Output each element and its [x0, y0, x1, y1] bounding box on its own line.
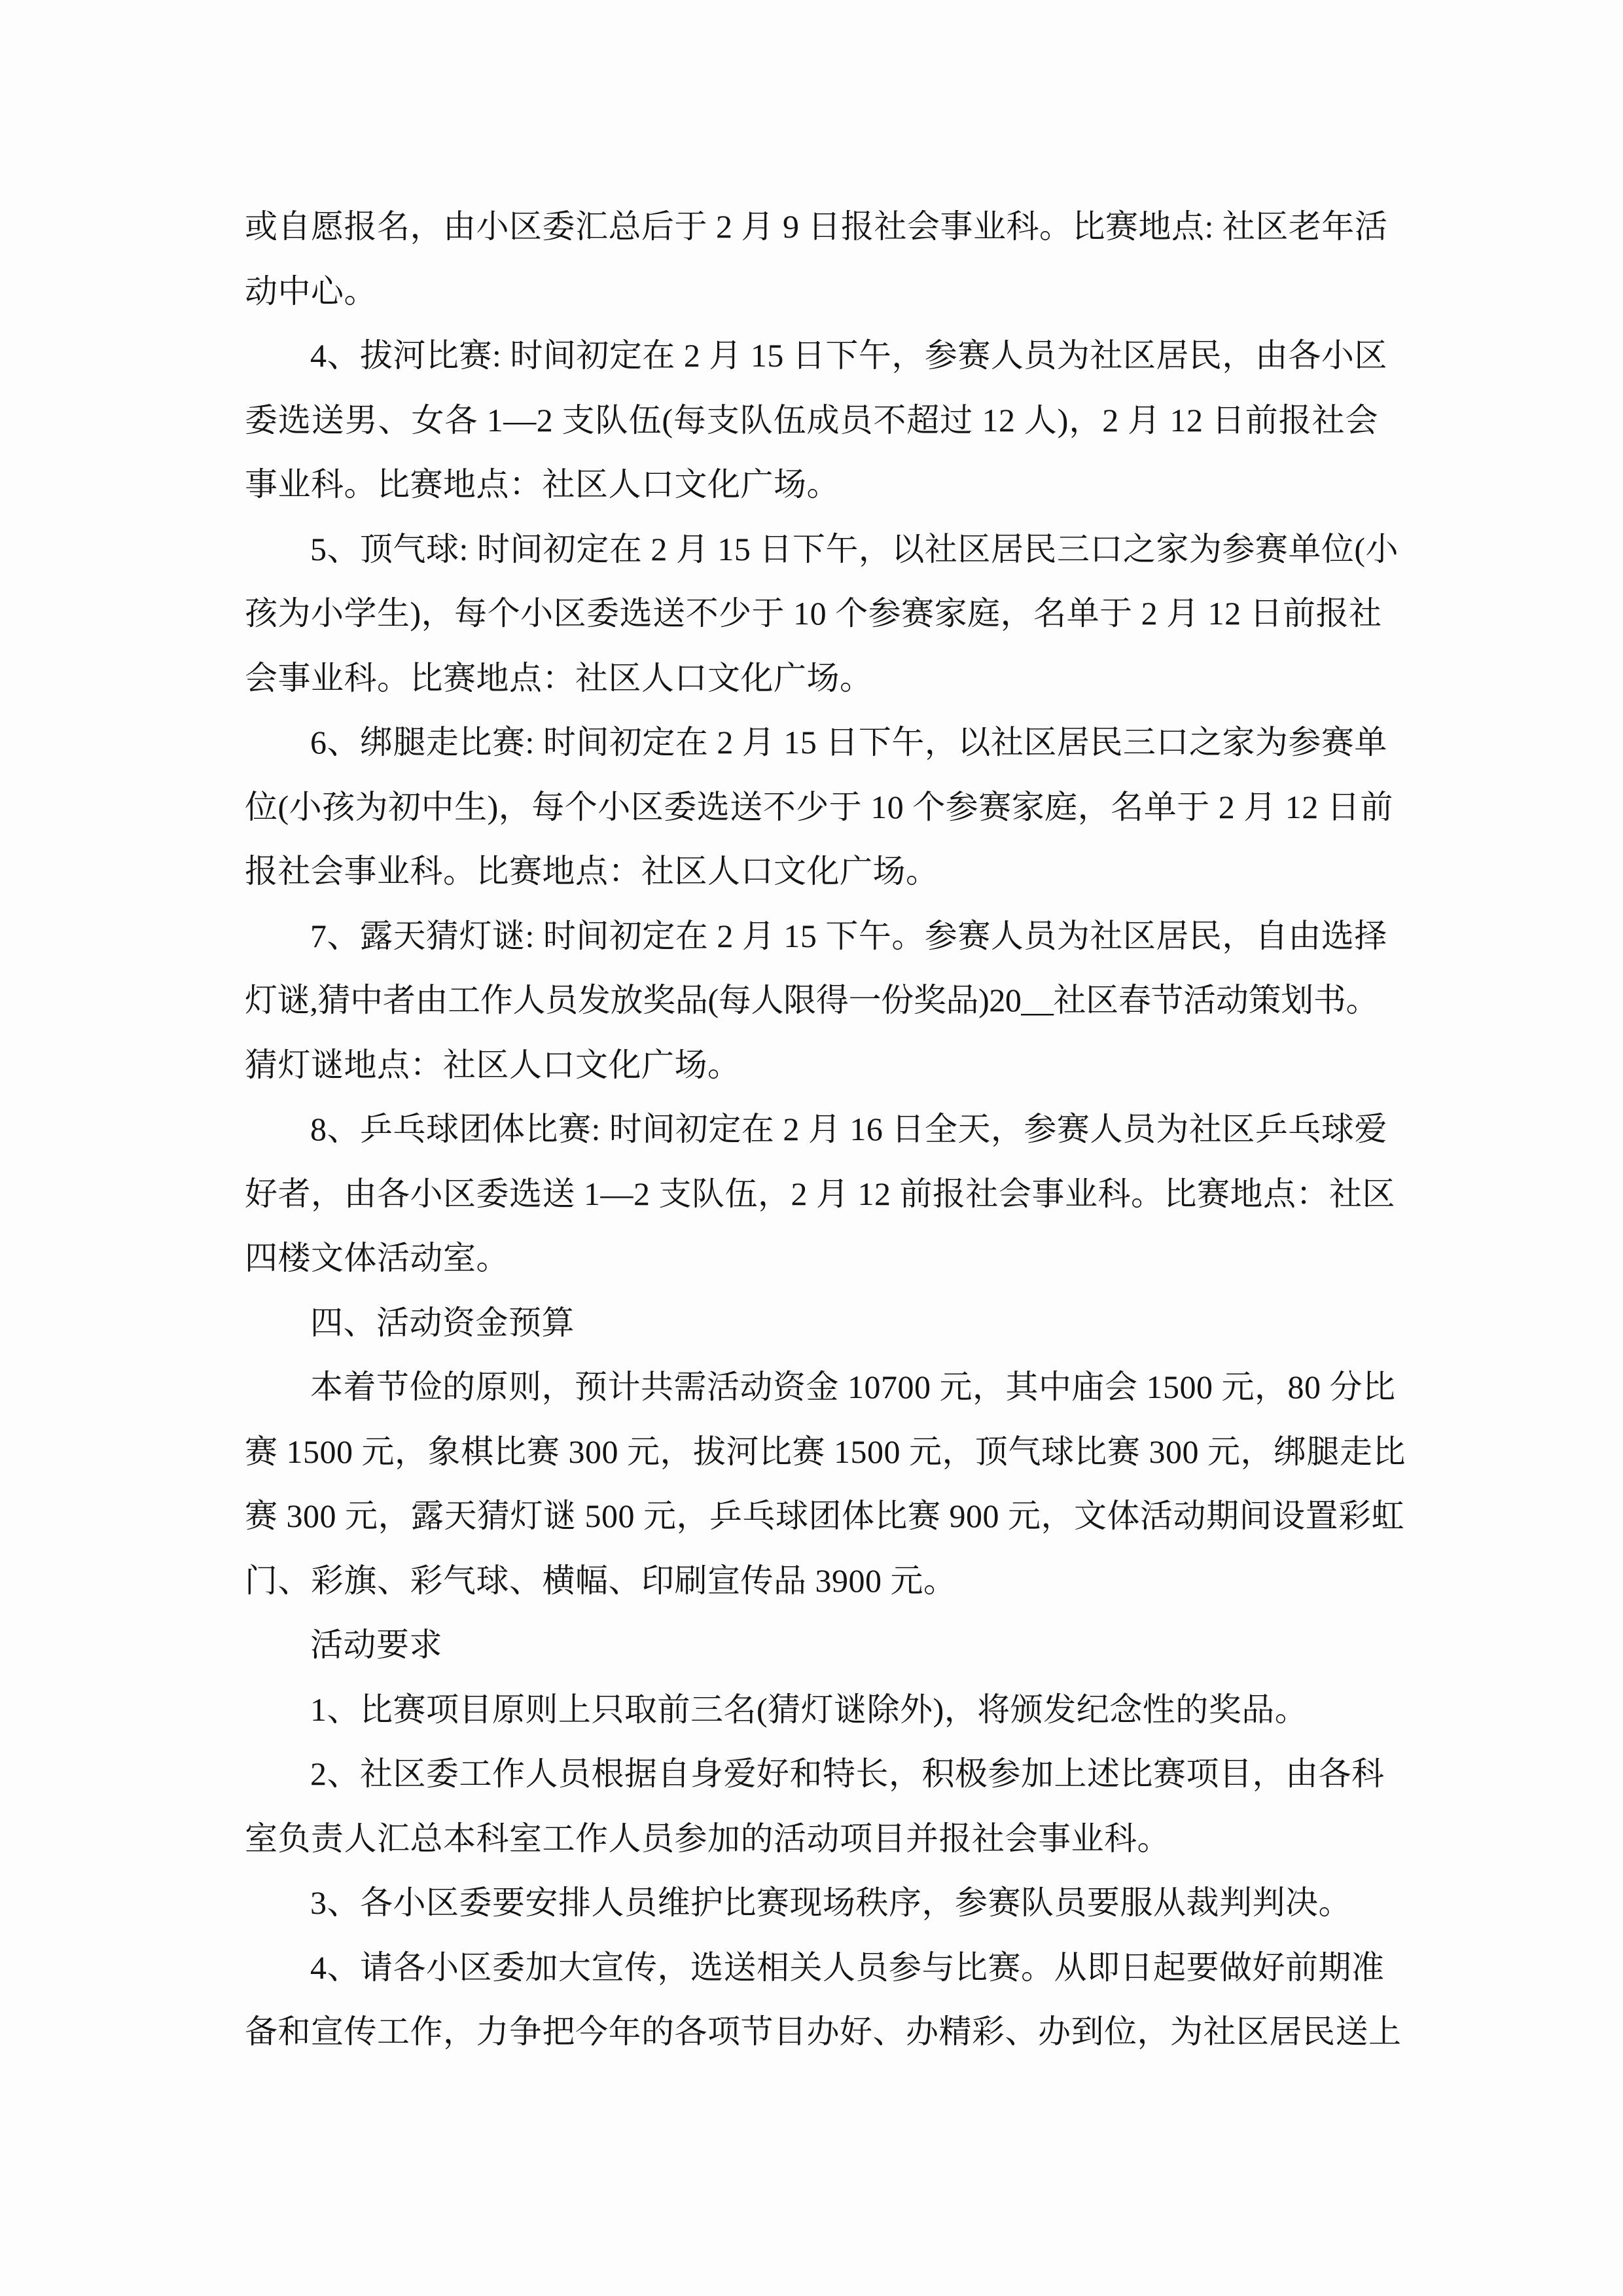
- text-line-15: 8、乒乓球团体比赛: 时间初定在 2 月 16 日全天，参赛人员为社区乒乓球爱: [310, 1111, 1387, 1147]
- text-line-11: 报社会事业科。比赛地点：社区人口文化广场。: [245, 853, 939, 889]
- text-line-18: 四、活动资金预算: [310, 1304, 575, 1341]
- text-line-21: 赛 300 元，露天猜灯谜 500 元，乒乓球团体比赛 900 元，文体活动期间设置彩虹: [245, 1498, 1404, 1534]
- text-line-3: 4、拔河比赛: 时间初定在 2 月 15 日下午，参赛人员为社区居民，由各小区: [310, 337, 1387, 374]
- text-line-27: 3、各小区委要安排人员维护比赛现场秩序，参赛队员要服从裁判判决。: [310, 1884, 1351, 1921]
- text-line-9: 6、绑腿走比赛: 时间初定在 2 月 15 日下午，以社区居民三口之家为参赛单: [310, 724, 1387, 761]
- text-line-23: 活动要求: [310, 1626, 442, 1663]
- text-line-10: 位(小孩为初中生)，每个小区委选送不少于 10 个参赛家庭，名单于 2 月 12 日前: [245, 788, 1393, 825]
- text-line-26: 室负责人汇总本科室工作人员参加的活动项目并报社会事业科。: [245, 1820, 1170, 1857]
- text-line-1: 或自愿报名，由小区委汇总后于 2 月 9 日报社会事业科。比赛地点: 社区老年活: [245, 208, 1388, 245]
- text-line-4: 委选送男、女各 1—2 支队伍(每支队伍成员不超过 12 人)，2 月 12 日前报社会: [245, 401, 1378, 439]
- text-line-22: 门、彩旗、彩气球、横幅、印刷宣传品 3900 元。: [245, 1562, 957, 1599]
- text-line-19: 本着节俭的原则，预计共需活动资金 10700 元，其中庙会 1500 元，80 分比: [310, 1369, 1396, 1405]
- text-line-29: 备和宣传工作，力争把今年的各项节目办好、办精彩、办到位，为社区居民送上: [245, 2013, 1402, 2050]
- text-line-14: 猜灯谜地点：社区人口文化广场。: [245, 1046, 741, 1083]
- text-line-8: 会事业科。比赛地点：社区人口文化广场。: [245, 659, 873, 696]
- text-line-7: 孩为小学生)，每个小区委选送不少于 10 个参赛家庭，名单于 2 月 12 日前报社: [245, 595, 1382, 632]
- text-line-20: 赛 1500 元，象棋比赛 300 元，拔河比赛 1500 元，顶气球比赛 300 元，绑腿走比: [245, 1433, 1406, 1470]
- document-body-text: [245, 194, 1406, 2064]
- text-line-25: 2、社区委工作人员根据自身爱好和特长，积极参加上述比赛项目，由各科: [310, 1755, 1385, 1792]
- text-line-17: 四楼文体活动室。: [245, 1240, 509, 1276]
- text-line-5: 事业科。比赛地点：社区人口文化广场。: [245, 466, 840, 503]
- text-line-6: 5、顶气球: 时间初定在 2 月 15 日下午，以社区居民三口之家为参赛单位(小: [310, 530, 1399, 567]
- text-line-13: 灯谜,猜中者由工作人员发放奖品(每人限得一份奖品)20__社区春节活动策划书。: [245, 982, 1378, 1018]
- text-line-2: 动中心。: [245, 272, 377, 310]
- text-line-16: 好者，由各小区委选送 1—2 支队伍，2 月 12 前报社会事业科。比赛地点：社区: [245, 1175, 1395, 1212]
- text-line-24: 1、比赛项目原则上只取前三名(猜灯谜除外)，将颁发纪念性的奖品。: [310, 1691, 1308, 1728]
- text-line-28: 4、请各小区委加大宣传，选送相关人员参与比赛。从即日起要做好前期准: [310, 1948, 1385, 1986]
- text-line-12: 7、露天猜灯谜: 时间初定在 2 月 15 下午。参赛人员为社区居民，自由选择: [310, 917, 1387, 954]
